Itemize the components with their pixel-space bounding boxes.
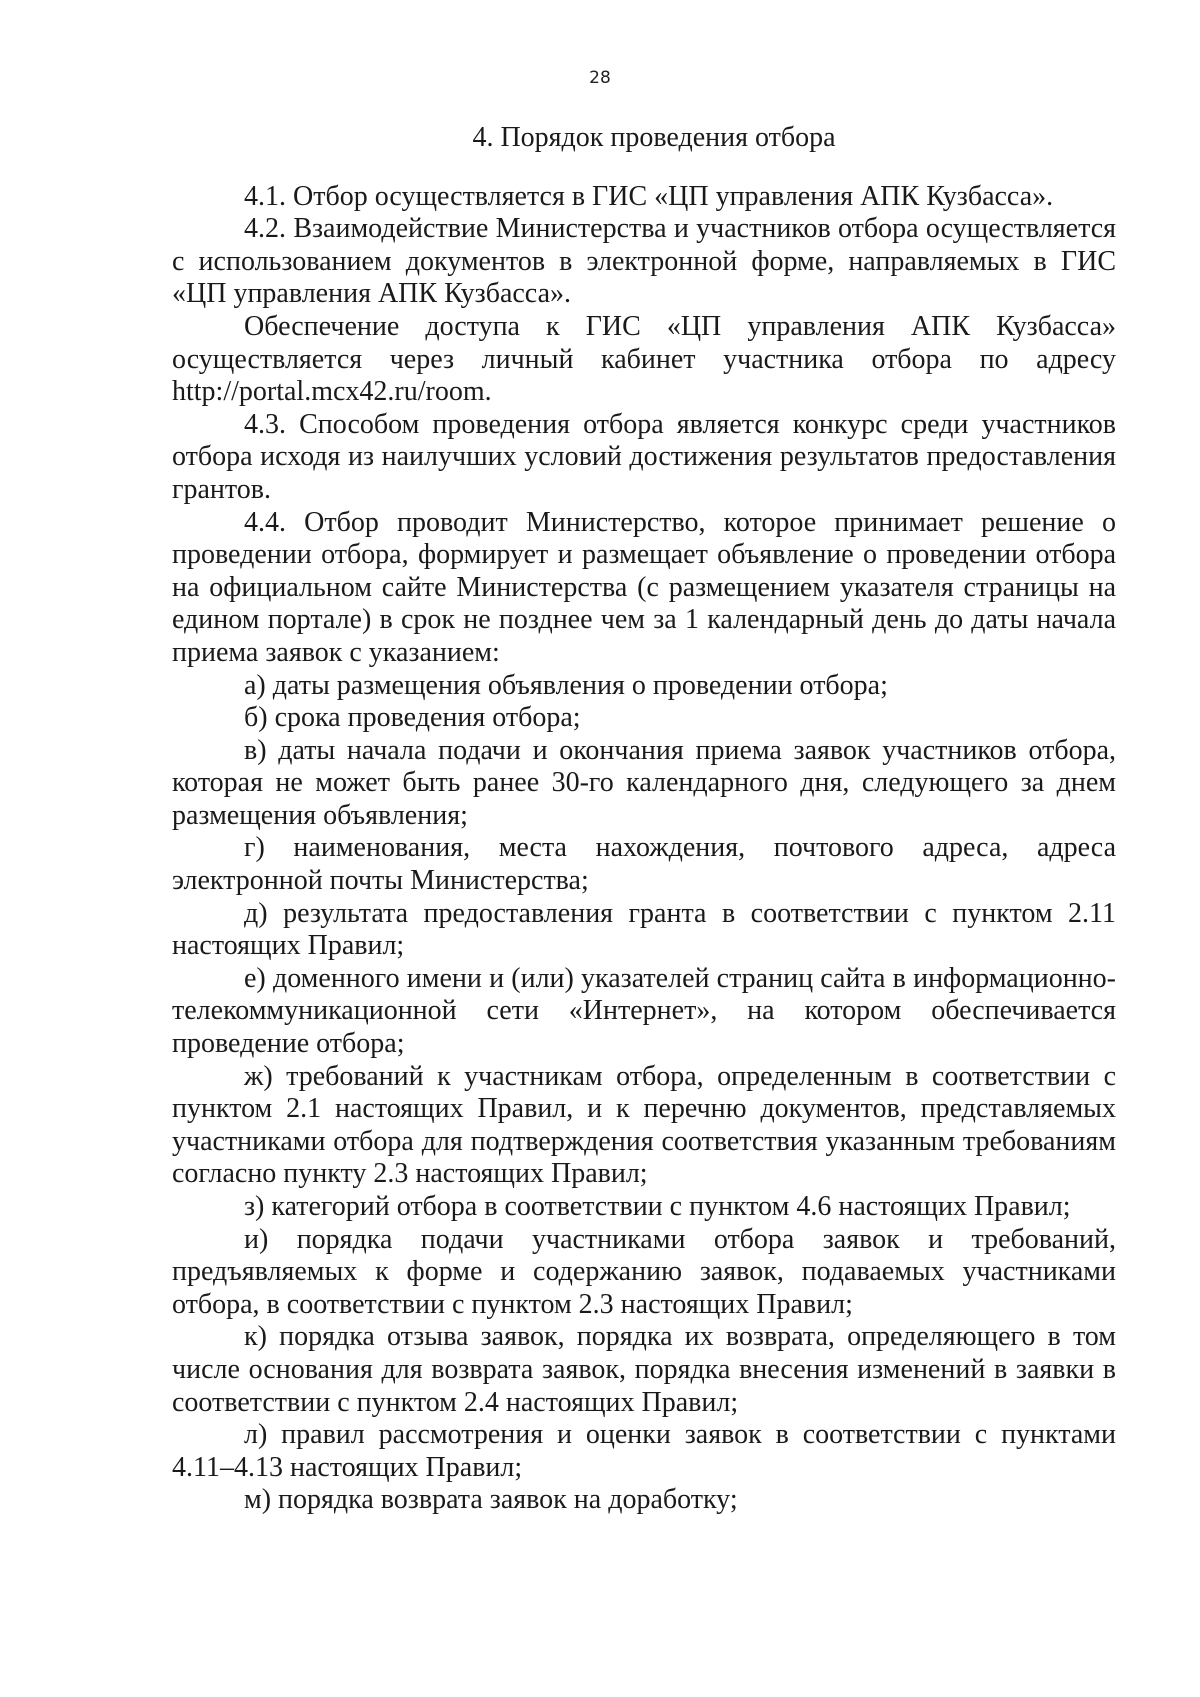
list-item-m: м) порядка возврата заявок на доработку; bbox=[244, 1484, 738, 1516]
paragraph-4-4: 4.4. Отбор проводит Министерство, которое принимает решение о проведении отбора, формирует и размещает объявление о проведении отбора на официальном сайте Министерства (с размещением указателя страницы на едином портале) в срок не позднее чем за 1 календарный день до даты начала приема заявок с указанием: bbox=[172, 506, 1116, 668]
list-item-k: к) порядка отзыва заявок, порядка их возврата, определяющего в том числе основания для возврата заявок, порядка внесения изменений в заявки в соответствии с пунктом 2.4 настоящих Правил; bbox=[172, 1321, 1116, 1418]
list-item-v: в) даты начала подачи и окончания приема заявок участников отбора, которая не может быть ранее 30-го календарного дня, следующего за днем размещения объявления; bbox=[172, 734, 1116, 831]
list-item-l: л) правил рассмотрения и оценки заявок в соответствии с пунктами 4.11–4.13 настоящих Правил; bbox=[172, 1419, 1116, 1483]
paragraph-access: Обеспечение доступа к ГИС «ЦП управления АПК Кузбасса» осуществляется через личный кабинет участника отбора по адресу http://portal.mcx42.ru/room. bbox=[172, 310, 1116, 408]
list-item-z: з) категорий отбора в соответствии с пунктом 4.6 настоящих Правил; bbox=[244, 1191, 1071, 1222]
paragraph-4-1: 4.1. Отбор осуществляется в ГИС «ЦП управления АПК Кузбасса». bbox=[244, 180, 1054, 212]
page-number: 28 bbox=[589, 68, 611, 88]
list-item-i: и) порядка подачи участниками отбора заявок и требований, предъявляемых к форме и содержанию заявок, подаваемых участниками отбора, в соответствии с пунктом 2.3 настоящих Правил; bbox=[172, 1223, 1116, 1320]
section-heading: 4. Порядок проведения отбора bbox=[472, 122, 836, 153]
list-item-g: г) наименования, места нахождения, почтового адреса, адреса электронной почты Министерства; bbox=[172, 832, 1116, 897]
list-item-a: а) даты размещения объявления о проведении отбора; bbox=[244, 669, 888, 701]
list-item-zh: ж) требований к участникам отбора, определенным в соответствии с пунктом 2.1 настоящих Правил, и к перечню документов, представляемых участниками отбора для подтверждения соответствия указанным требованиям согласно пункту 2.3 настоящих Правил; bbox=[172, 1060, 1116, 1190]
list-item-d: д) результата предоставления гранта в соответствии с пунктом 2.11 настоящих Правил; bbox=[172, 897, 1116, 962]
document-body bbox=[172, 122, 1116, 1517]
paragraph-4-2: 4.2. Взаимодействие Министерства и участников отбора осуществляется с использованием документов в электронной форме, направляемых в ГИС «ЦП управления АПК Кузбасса». bbox=[172, 213, 1116, 310]
paragraph-4-3: 4.3. Способом проведения отбора является конкурс среди участников отбора исходя из наилучших условий достижения результатов предоставления грантов. bbox=[172, 408, 1116, 505]
list-item-e: е) доменного имени и (или) указателей страниц сайта в информационно-телекоммуникационной сети «Интернет», на котором обеспечивается проведение отбора; bbox=[172, 962, 1116, 1060]
list-item-b: б) срока проведения отбора; bbox=[244, 702, 581, 734]
